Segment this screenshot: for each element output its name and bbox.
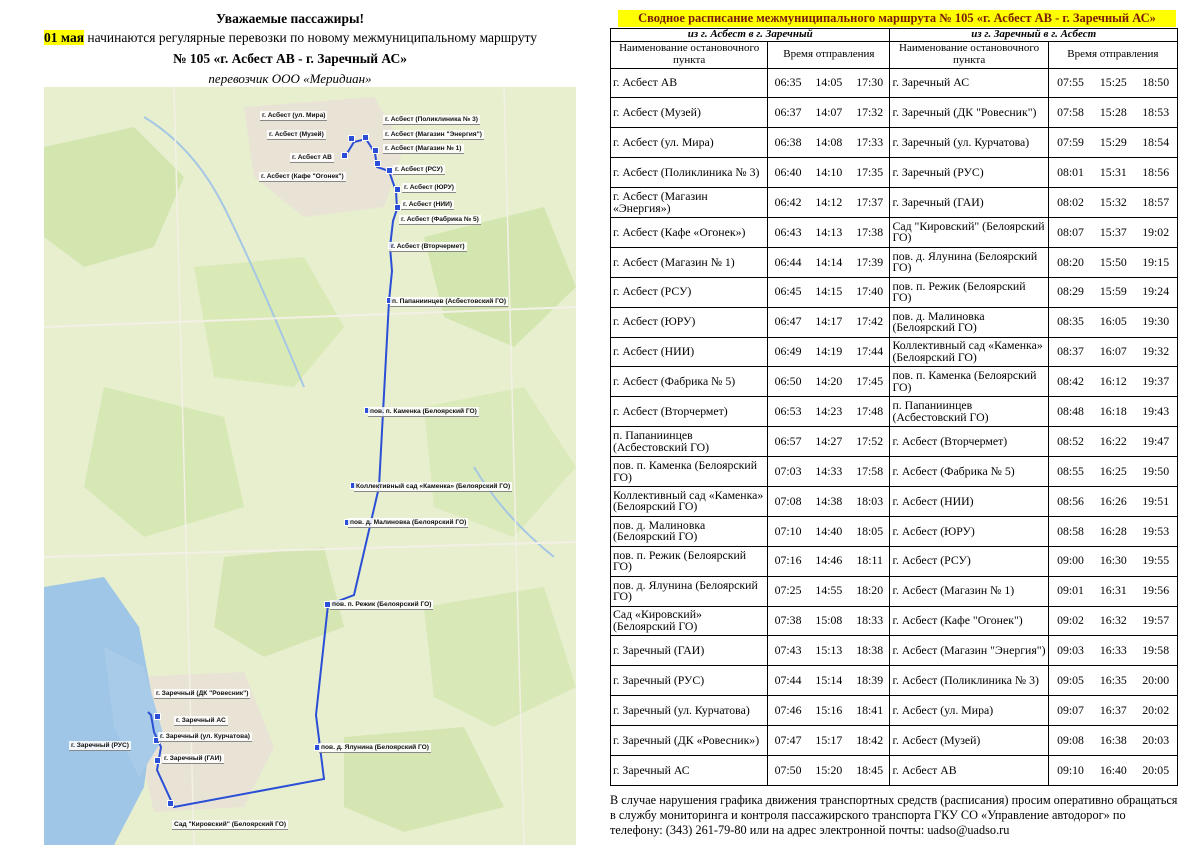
departure-time: 09:02 (1048, 606, 1092, 636)
departure-time: 14:10 (808, 158, 850, 188)
departure-time: 09:00 (1048, 546, 1092, 576)
map-label: г. Заречный (ул. Курчатова) (160, 733, 250, 740)
departure-time: 08:20 (1048, 247, 1092, 277)
departure-time: 17:45 (850, 367, 890, 397)
departure-time: 15:13 (808, 636, 850, 666)
stop-name-outbound: г. Асбест (Музей) (611, 98, 768, 128)
departure-time: 14:55 (808, 576, 850, 606)
table-row (611, 158, 1178, 188)
stop-marker[interactable] (154, 757, 161, 764)
stop-name-return: г. Асбест (Поликлиника № 3) (890, 666, 1048, 696)
departure-time: 16:31 (1092, 576, 1134, 606)
stop-marker[interactable] (386, 167, 393, 174)
stop-name-outbound: г. Асбест (Магазин «Энергия») (611, 188, 768, 218)
departure-time: 17:35 (850, 158, 890, 188)
departure-time: 19:53 (1134, 516, 1177, 546)
departure-time: 18:05 (850, 516, 890, 546)
departure-time: 20:02 (1134, 696, 1177, 726)
stop-name-return: п. Папаниинцев (Асбестовский ГО) (890, 397, 1048, 427)
departure-time: 07:55 (1048, 68, 1092, 98)
departure-time: 20:00 (1134, 666, 1177, 696)
departure-time: 16:28 (1092, 516, 1134, 546)
departure-time: 16:25 (1092, 457, 1134, 487)
stop-name-outbound: г. Асбест (Фабрика № 5) (611, 367, 768, 397)
departure-time: 19:43 (1134, 397, 1177, 427)
table-row (611, 726, 1178, 756)
direction-header-asbest-zarechny: из г. Асбест в г. Заречный (611, 29, 890, 42)
departure-time: 16:26 (1092, 486, 1134, 516)
stop-name-return: г. Заречный (ГАИ) (890, 188, 1048, 218)
departure-time: 16:12 (1092, 367, 1134, 397)
stop-name-outbound: г. Заречный (РУС) (611, 666, 768, 696)
departure-time: 14:38 (808, 486, 850, 516)
map-label: Сад "Кировский" (Белоярский ГО) (174, 821, 287, 828)
departure-time: 19:55 (1134, 546, 1177, 576)
stop-name-return: пов. п. Каменка (Белоярский ГО) (890, 367, 1048, 397)
stop-name-return: г. Асбест (Магазин № 1) (890, 576, 1048, 606)
stop-marker[interactable] (372, 147, 379, 154)
stop-name-outbound: г. Заречный (ул. Курчатова) (611, 696, 768, 726)
departure-time: 16:30 (1092, 546, 1134, 576)
map-label: пов. п. Режик (Белоярский ГО) (332, 601, 432, 608)
departure-time: 06:37 (768, 98, 808, 128)
departure-time: 19:30 (1134, 307, 1177, 337)
stop-name-return: г. Заречный (ДК "Ровесник") (890, 98, 1048, 128)
table-row (611, 486, 1178, 516)
schedule-title: Сводное расписание межмуниципального маршрута № 105 «г. Асбест АВ - г. Заречный АС» (618, 10, 1176, 27)
start-text: начинаются регулярные перевозки по новому межмуниципальному маршруту (84, 30, 537, 45)
stop-name-outbound: Сад «Кировский» (Белоярский ГО) (611, 606, 768, 636)
stop-name-return: г. Асбест (Вторчермет) (890, 427, 1048, 457)
departure-time: 16:37 (1092, 696, 1134, 726)
departure-time: 17:40 (850, 277, 890, 307)
departure-time: 14:13 (808, 217, 850, 247)
table-row (611, 546, 1178, 576)
stop-marker[interactable] (374, 160, 381, 167)
departure-time: 08:37 (1048, 337, 1092, 367)
departure-time: 06:49 (768, 337, 808, 367)
schedule-table (610, 28, 1178, 786)
stop-name-outbound: г. Асбест (Магазин № 1) (611, 247, 768, 277)
departure-time: 18:33 (850, 606, 890, 636)
map-label: г. Заречный (РУС) (71, 742, 129, 749)
stop-marker[interactable] (341, 152, 348, 159)
departure-time: 16:18 (1092, 397, 1134, 427)
departure-time: 16:33 (1092, 636, 1134, 666)
stop-marker[interactable] (348, 135, 355, 142)
stop-name-outbound: г. Заречный (ГАИ) (611, 636, 768, 666)
stop-name-outbound: г. Асбест (ул. Мира) (611, 128, 768, 158)
departure-time: 18:42 (850, 726, 890, 756)
table-row (611, 576, 1178, 606)
departure-time: 07:46 (768, 696, 808, 726)
stop-name-return: г. Асбест (ул. Мира) (890, 696, 1048, 726)
announcement-panel (0, 0, 590, 857)
table-row (611, 666, 1178, 696)
map-label: пов. п. Каменка (Белоярский ГО) (370, 408, 477, 415)
departure-time: 16:32 (1092, 606, 1134, 636)
departure-time: 18:39 (850, 666, 890, 696)
stop-name-outbound: г. Асбест (РСУ) (611, 277, 768, 307)
departure-time: 15:59 (1092, 277, 1134, 307)
table-row (611, 427, 1178, 457)
departure-time: 16:07 (1092, 337, 1134, 367)
map-label: г. Асбест (Магазин "Энергия") (385, 131, 482, 138)
stop-name-outbound: пов. п. Каменка (Белоярский ГО) (611, 457, 768, 487)
departure-time: 09:08 (1048, 726, 1092, 756)
departure-time: 15:20 (808, 755, 850, 785)
departure-time: 15:17 (808, 726, 850, 756)
departure-time: 19:58 (1134, 636, 1177, 666)
departure-time: 18:45 (850, 755, 890, 785)
contact-note: В случае нарушения графика движения транспортных средств (расписания) просим оперативно обращаться в службу мониторинга и контроля пассажирского транспорта ГКУ СО «Управление автодорог» по телефону: (343) 261-79-80 или на адрес электронной почты: uadso@uadso.ru (610, 793, 1178, 837)
schedule-panel (608, 0, 1200, 857)
departure-time: 14:27 (808, 427, 850, 457)
map-label: г. Асбест АВ (292, 154, 332, 161)
departure-time: 07:03 (768, 457, 808, 487)
departure-time: 06:40 (768, 158, 808, 188)
map-label: г. Асбест (ул. Мира) (262, 112, 326, 119)
departure-time: 17:48 (850, 397, 890, 427)
departure-time: 06:57 (768, 427, 808, 457)
departure-time: 08:35 (1048, 307, 1092, 337)
column-header-stop: Наименование остановочного пункта (890, 41, 1048, 68)
departure-time: 15:50 (1092, 247, 1134, 277)
departure-time: 17:30 (850, 68, 890, 98)
stop-name-return: пов. п. Режик (Белоярский ГО) (890, 277, 1048, 307)
table-row (611, 367, 1178, 397)
stop-marker[interactable] (394, 204, 401, 211)
map-label: г. Асбест (Кафе "Огонек") (261, 173, 344, 180)
departure-time: 06:50 (768, 367, 808, 397)
departure-time: 07:16 (768, 546, 808, 576)
stop-name-return: пов. д. Ялунина (Белоярский ГО) (890, 247, 1048, 277)
column-header-time: Время отправления (1048, 41, 1177, 68)
departure-time: 15:08 (808, 606, 850, 636)
map-label: п. Папаниинцев (Асбестовский ГО) (392, 298, 507, 305)
departure-time: 17:38 (850, 217, 890, 247)
departure-time: 08:48 (1048, 397, 1092, 427)
departure-time: 18:20 (850, 576, 890, 606)
table-row (611, 397, 1178, 427)
stop-marker[interactable] (154, 713, 161, 720)
departure-time: 19:56 (1134, 576, 1177, 606)
departure-time: 14:12 (808, 188, 850, 218)
stop-marker[interactable] (362, 134, 369, 141)
column-header-time: Время отправления (768, 41, 890, 68)
departure-time: 18:50 (1134, 68, 1177, 98)
departure-time: 09:05 (1048, 666, 1092, 696)
table-row (611, 247, 1178, 277)
departure-time: 15:28 (1092, 98, 1134, 128)
departure-time: 14:23 (808, 397, 850, 427)
departure-time: 08:02 (1048, 188, 1092, 218)
stop-name-outbound: г. Заречный (ДК «Ровесник») (611, 726, 768, 756)
departure-time: 17:39 (850, 247, 890, 277)
departure-time: 08:52 (1048, 427, 1092, 457)
departure-time: 18:41 (850, 696, 890, 726)
departure-time: 17:32 (850, 98, 890, 128)
departure-time: 08:56 (1048, 486, 1092, 516)
route-map[interactable] (44, 87, 576, 845)
departure-time: 14:19 (808, 337, 850, 367)
departure-time: 08:42 (1048, 367, 1092, 397)
departure-time: 19:24 (1134, 277, 1177, 307)
departure-time: 06:43 (768, 217, 808, 247)
stop-name-outbound: г. Асбест (НИИ) (611, 337, 768, 367)
stop-name-outbound: г. Асбест АВ (611, 68, 768, 98)
stop-name-return: г. Асбест (Музей) (890, 726, 1048, 756)
departure-time: 17:37 (850, 188, 890, 218)
departure-time: 14:14 (808, 247, 850, 277)
departure-time: 15:29 (1092, 128, 1134, 158)
map-label: г. Заречный АС (176, 717, 226, 724)
map-label: пов. д. Малиновка (Белоярский ГО) (350, 519, 467, 526)
departure-time: 07:58 (1048, 98, 1092, 128)
departure-time: 14:20 (808, 367, 850, 397)
departure-time: 15:32 (1092, 188, 1134, 218)
start-date-highlight: 01 мая (44, 30, 85, 45)
stop-name-return: г. Заречный (ул. Курчатова) (890, 128, 1048, 158)
departure-time: 08:29 (1048, 277, 1092, 307)
departure-time: 17:58 (850, 457, 890, 487)
stop-name-outbound: пов. п. Режик (Белоярский ГО) (611, 546, 768, 576)
carrier-name: перевозчик ООО «Меридиан» (208, 71, 372, 86)
table-row (611, 337, 1178, 367)
table-row (611, 307, 1178, 337)
departure-time: 14:46 (808, 546, 850, 576)
table-row (611, 277, 1178, 307)
departure-time: 07:38 (768, 606, 808, 636)
map-label: г. Заречный (ГАИ) (164, 755, 222, 762)
stop-name-outbound: г. Асбест (Поликлиника № 3) (611, 158, 768, 188)
stop-name-outbound: пов. д. Ялунина (Белоярский ГО) (611, 576, 768, 606)
departure-time: 19:51 (1134, 486, 1177, 516)
departure-time: 19:37 (1134, 367, 1177, 397)
departure-time: 06:44 (768, 247, 808, 277)
departure-time: 06:42 (768, 188, 808, 218)
departure-time: 15:14 (808, 666, 850, 696)
departure-time: 16:05 (1092, 307, 1134, 337)
departure-time: 07:25 (768, 576, 808, 606)
departure-time: 17:33 (850, 128, 890, 158)
departure-time: 14:07 (808, 98, 850, 128)
map-label: пов. д. Ялунина (Белоярский ГО) (321, 744, 430, 751)
departure-time: 18:57 (1134, 188, 1177, 218)
departure-time: 15:16 (808, 696, 850, 726)
departure-time: 19:32 (1134, 337, 1177, 367)
table-row (611, 606, 1178, 636)
departure-time: 17:52 (850, 427, 890, 457)
departure-time: 15:25 (1092, 68, 1134, 98)
table-row (611, 188, 1178, 218)
departure-time: 19:15 (1134, 247, 1177, 277)
stop-name-return: г. Асбест (Магазин "Энергия") (890, 636, 1048, 666)
stop-name-return: г. Заречный (РУС) (890, 158, 1048, 188)
announcement-date-line (44, 30, 584, 46)
map-label: г. Асбест (Фабрика № 5) (401, 216, 479, 223)
stop-name-return: Коллективный сад «Каменка» (Белоярский ГО) (890, 337, 1048, 367)
stop-name-return: г. Асбест (ЮРУ) (890, 516, 1048, 546)
stop-name-return: г. Асбест АВ (890, 755, 1048, 785)
table-row (611, 516, 1178, 546)
stop-name-outbound: г. Асбест (Вторчермет) (611, 397, 768, 427)
map-label: г. Асбест (РСУ) (395, 166, 443, 173)
departure-time: 07:50 (768, 755, 808, 785)
departure-time: 07:10 (768, 516, 808, 546)
departure-time: 18:38 (850, 636, 890, 666)
departure-time: 16:38 (1092, 726, 1134, 756)
departure-time: 07:43 (768, 636, 808, 666)
map-label: г. Асбест (ЮРУ) (404, 184, 454, 191)
table-row (611, 98, 1178, 128)
departure-time: 07:59 (1048, 128, 1092, 158)
stop-marker[interactable] (394, 186, 401, 193)
departure-time: 16:22 (1092, 427, 1134, 457)
departure-time: 09:07 (1048, 696, 1092, 726)
stop-name-outbound: пов. д. Малиновка (Белоярский ГО) (611, 516, 768, 546)
departure-time: 14:40 (808, 516, 850, 546)
departure-time: 06:35 (768, 68, 808, 98)
stop-name-return: Сад "Кировский" (Белоярский ГО) (890, 217, 1048, 247)
departure-time: 18:03 (850, 486, 890, 516)
departure-time: 08:58 (1048, 516, 1092, 546)
route-name: № 105 «г. Асбест АВ - г. Заречный АС» (172, 51, 408, 66)
departure-time: 19:57 (1134, 606, 1177, 636)
departure-time: 14:17 (808, 307, 850, 337)
table-row (611, 128, 1178, 158)
departure-time: 07:47 (768, 726, 808, 756)
departure-time: 09:01 (1048, 576, 1092, 606)
departure-time: 19:02 (1134, 217, 1177, 247)
departure-time: 16:35 (1092, 666, 1134, 696)
departure-time: 14:33 (808, 457, 850, 487)
table-row (611, 636, 1178, 666)
map-label: Коллективный сад «Каменка» (Белоярский ГО) (356, 483, 511, 490)
departure-time: 07:08 (768, 486, 808, 516)
departure-time: 20:03 (1134, 726, 1177, 756)
departure-time: 20:05 (1134, 755, 1177, 785)
departure-time: 06:47 (768, 307, 808, 337)
departure-time: 06:45 (768, 277, 808, 307)
schedule-body (611, 68, 1178, 785)
departure-time: 16:40 (1092, 755, 1134, 785)
stop-name-outbound: г. Асбест (ЮРУ) (611, 307, 768, 337)
departure-time: 07:44 (768, 666, 808, 696)
stop-name-return: г. Заречный АС (890, 68, 1048, 98)
map-label: г. Асбест (Музей) (269, 131, 324, 138)
map-label: г. Заречный (ДК "Ровесник") (156, 690, 249, 697)
departure-time: 08:55 (1048, 457, 1092, 487)
map-label: г. Асбест (НИИ) (403, 201, 453, 208)
column-header-stop: Наименование остановочного пункта (611, 41, 768, 68)
departure-time: 14:15 (808, 277, 850, 307)
departure-time: 14:05 (808, 68, 850, 98)
stop-name-outbound: г. Заречный АС (611, 755, 768, 785)
departure-time: 08:07 (1048, 217, 1092, 247)
departure-time: 06:53 (768, 397, 808, 427)
departure-time: 09:03 (1048, 636, 1092, 666)
departure-time: 14:08 (808, 128, 850, 158)
announcement-title: Уважаемые пассажиры! (215, 11, 364, 26)
stop-name-return: г. Асбест (НИИ) (890, 486, 1048, 516)
stop-name-return: г. Асбест (РСУ) (890, 546, 1048, 576)
stop-name-return: пов. д. Малиновка (Белоярский ГО) (890, 307, 1048, 337)
departure-time: 19:50 (1134, 457, 1177, 487)
departure-time: 18:56 (1134, 158, 1177, 188)
stop-name-outbound: г. Асбест (Кафе «Огонек») (611, 217, 768, 247)
departure-time: 19:47 (1134, 427, 1177, 457)
departure-time: 06:38 (768, 128, 808, 158)
departure-time: 17:42 (850, 307, 890, 337)
map-label: г. Асбест (Поликлиника № 3) (385, 116, 478, 123)
table-row (611, 68, 1178, 98)
map-label: г. Асбест (Вторчермет) (391, 243, 465, 250)
table-row (611, 755, 1178, 785)
departure-time: 18:54 (1134, 128, 1177, 158)
departure-time: 15:37 (1092, 217, 1134, 247)
departure-time: 18:11 (850, 546, 890, 576)
table-row (611, 457, 1178, 487)
stop-name-outbound: п. Папаниинцев (Асбестовский ГО) (611, 427, 768, 457)
table-row (611, 696, 1178, 726)
map-canvas (44, 87, 576, 845)
stop-name-return: г. Асбест (Кафе "Огонек") (890, 606, 1048, 636)
departure-time: 17:44 (850, 337, 890, 367)
departure-time: 15:31 (1092, 158, 1134, 188)
stop-name-outbound: Коллективный сад «Каменка» (Белоярский ГО) (611, 486, 768, 516)
departure-time: 08:01 (1048, 158, 1092, 188)
table-row (611, 217, 1178, 247)
departure-time: 09:10 (1048, 755, 1092, 785)
map-label: г. Асбест (Магазин № 1) (385, 145, 462, 152)
stop-name-return: г. Асбест (Фабрика № 5) (890, 457, 1048, 487)
direction-header-zarechny-asbest: из г. Заречный в г. Асбест (890, 29, 1178, 42)
departure-time: 18:53 (1134, 98, 1177, 128)
stop-marker[interactable] (167, 800, 174, 807)
